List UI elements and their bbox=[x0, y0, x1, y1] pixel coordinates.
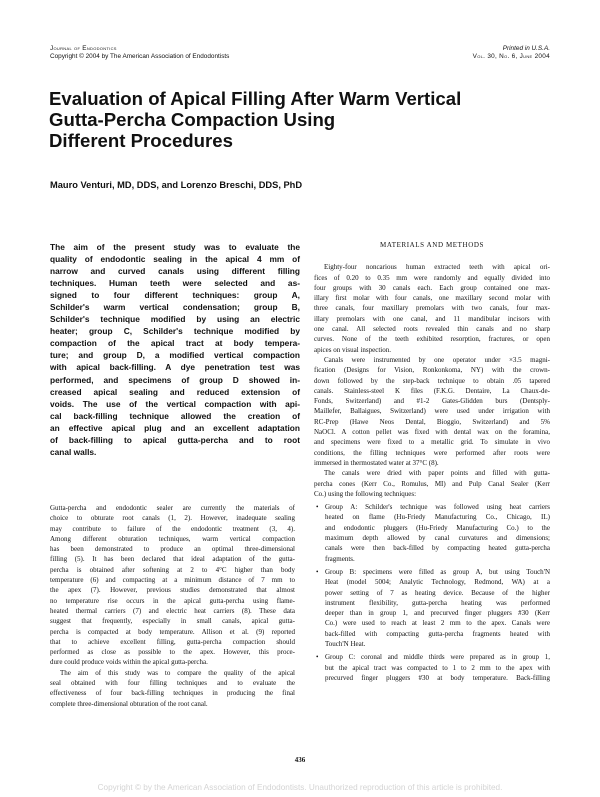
abstract-line: canal walls. bbox=[50, 446, 97, 457]
abstract-line: of back-filling to apical gutta-percha and to root bbox=[50, 434, 300, 445]
list-item-line: instrument flexibility, gutta-percha heating was performed bbox=[325, 598, 550, 607]
abstract-line: with apical back-filling. A dye penetration test was bbox=[50, 362, 300, 373]
methods-line: apices on visual inspection. bbox=[314, 345, 391, 354]
list-item-line: Touch'N Heat. bbox=[325, 639, 366, 648]
journal-name: Journal of Endodontics bbox=[50, 45, 117, 52]
abstract-line: narrow and curved canals using different filling bbox=[50, 266, 300, 277]
abstract-line: voids. The use of the vertical compaction with api- bbox=[50, 398, 300, 409]
printed-in: Printed in U.S.A. bbox=[502, 45, 550, 52]
methods-paragraph-3 bbox=[314, 468, 550, 499]
methods-line: fices of 0.20 to 0.35 mm were randomly and equally divided into bbox=[314, 273, 550, 282]
methods-line: four groups with 30 canals each. Each group contained one max- bbox=[314, 283, 550, 292]
methods-line: Co.) using the following techniques: bbox=[314, 489, 417, 498]
list-item-line: power setting of 7 as heating device. Because of the higher bbox=[325, 588, 550, 597]
intro-line: has been demonstrated to produce an optimal three-dimensional bbox=[50, 545, 295, 554]
intro-line: performed as close as possible to the apex. However, this proce- bbox=[50, 648, 295, 657]
materials-methods-section bbox=[314, 240, 550, 683]
abstract-line: Schilder's warm vertical condensation; group B, bbox=[50, 302, 300, 313]
list-item bbox=[314, 652, 550, 683]
title-line: Different Procedures bbox=[49, 130, 233, 151]
abstract-line: cal back-filling technique allowed the creation of bbox=[50, 410, 300, 421]
abstract-line: quality of endodontic sealing in the apical 4 mm of bbox=[50, 254, 300, 265]
methods-line: NaOCl. A cotton pellet was fixed with dental wax on the foramina, bbox=[314, 428, 550, 437]
list-item-line: Group B: specimens were filled as group A, but using Touch'N bbox=[325, 567, 550, 576]
list-item-line: and endodontic pluggers (Hu-Friedy Manufacturing Co.) to the bbox=[325, 523, 550, 532]
methods-line: three canals, four maxillary premolars with two canals, four max- bbox=[314, 304, 550, 313]
methods-line: and specimens were fixed to a metallic grid. To simulate in vivo bbox=[314, 438, 550, 447]
intro-line: dure could produce voids within the apical gutta-percha. bbox=[50, 658, 208, 667]
methods-line: The canals were dried with paper points and filled with gutta- bbox=[324, 469, 550, 478]
list-item-line: deeper than in group 1, and precurved finger pluggers #30 (Kerr bbox=[325, 609, 550, 618]
intro-line: filling (5). It has been declared that ideal adaptation of the gutta- bbox=[50, 555, 295, 564]
abstract bbox=[50, 241, 300, 458]
title-line: Evaluation of Apical Filling After Warm Vertical bbox=[49, 88, 462, 109]
methods-line: Maillefer, Ballaigues, Switzerland) were used under irrigation with bbox=[314, 407, 550, 416]
methods-line: Eighty-four noncarious human extracted teeth with apical ori- bbox=[324, 263, 550, 272]
abstract-line: compaction of the apical tract at body tempera- bbox=[50, 338, 300, 349]
bullet-icon: • bbox=[316, 653, 319, 662]
abstract-line: techniques. Human teeth were selected and as- bbox=[50, 278, 300, 289]
list-item-line: canals were then back-filled by compacting heated gutta-percha bbox=[325, 544, 550, 553]
intro-line: heated thermal carriers (7) and electric heat carriers (8). These data bbox=[50, 606, 295, 615]
intro-line: that to achieve excellent filling, gutta-percha compaction should bbox=[50, 637, 295, 646]
abstract-line: performed, and specimens of group D showed in- bbox=[50, 374, 300, 385]
bullet-icon: • bbox=[316, 503, 319, 512]
intro-line: choice to obturate root canals (1, 2). However, inadequate sealing bbox=[50, 514, 295, 523]
methods-line: fication (Designs for Vision, Ronkonkoma, NY) with the crown- bbox=[314, 366, 550, 375]
list-item bbox=[314, 502, 550, 564]
methods-line: illary premolars with one canal, and 11 mandibular incisors with bbox=[314, 314, 550, 323]
intro-line: percha is compacted at body temperature. Allison et al. (9) reported bbox=[50, 627, 295, 636]
intro-line: complete three-dimensional obturation of the root canal. bbox=[50, 699, 208, 708]
abstract-line: an effective apical plug and an excellent adaptation bbox=[50, 422, 300, 433]
intro-line: effectiveness of four back-filling techniques in producing the final bbox=[50, 689, 295, 698]
methods-line: one canal. All selected roots revealed thin canals and no sharp bbox=[314, 325, 550, 334]
running-header-right bbox=[473, 45, 550, 61]
abstract-line: Schilder's technique modified by using an electric bbox=[50, 314, 300, 325]
methods-line: down followed by the step-back technique to obtain .05 tapered bbox=[314, 376, 550, 385]
list-item-line: Co.) were used to reach at least 2 mm to the apex. Canals were bbox=[325, 619, 550, 628]
abstract-line: The aim of the present study was to evaluate the bbox=[50, 242, 300, 252]
intro-line: Gutta-percha and endodontic sealer are currently the materials of bbox=[50, 504, 295, 512]
bullet-icon: • bbox=[316, 567, 319, 576]
copyright-line: Copyright © 2004 by The American Association of Endodontists bbox=[50, 53, 230, 60]
methods-line: immersed in thermostated water at 37°C (8). bbox=[314, 458, 439, 467]
abstract-line: heater; group C, Schilder's technique modified by bbox=[50, 326, 300, 337]
running-header-left bbox=[50, 45, 229, 61]
list-item-line: Group A: Schilder's technique was followed using heat carriers bbox=[325, 503, 550, 512]
list-item-line: Group C: coronal and middle thirds were prepared as in group 1, bbox=[325, 653, 550, 662]
methods-line: canals. Stainless-steel K files (F.K.G. Dentaire, La Chaux-de- bbox=[314, 386, 550, 395]
list-item-line: Heat (model 5004; Analytic Technology, Redmond, WA) at a bbox=[325, 578, 550, 587]
methods-line: Fonds, Switzerland) and #1-2 Gates-Glidden burs (Dentsply- bbox=[314, 397, 550, 406]
intro-line: Among different obturation techniques, warm vertical compaction bbox=[50, 534, 295, 543]
intro-line: no temperature rise occurs in the apical gutta-percha using flame- bbox=[50, 596, 295, 605]
section-heading: MATERIALS AND METHODS bbox=[380, 241, 484, 249]
abstract-line: signed to four different techniques: group A, bbox=[50, 290, 300, 301]
intro-line: seal obtained with four filling techniques and to evaluate the bbox=[50, 679, 295, 688]
list-item-line: precurved finger pluggers #30 at body temperature. Back-filling bbox=[325, 673, 550, 682]
intro-line: percha is obtained after softening at 2 to 4°C higher than body bbox=[50, 565, 295, 574]
abstract-line: ture; and group D, a modified vertical compaction bbox=[50, 350, 300, 361]
methods-line: illary first molar with four canals, one maxillary second molar with bbox=[314, 294, 550, 303]
list-item-line: but the apical tract was compacted to 1 to 2 mm to the apex with bbox=[325, 663, 550, 672]
intro-line: The aim of this study was to compare the quality of the apical bbox=[60, 668, 295, 677]
intro-line: temperature (6) and compacting at a minimum distance of 7 mm to bbox=[50, 576, 295, 585]
list-item-line: heated on flame (Hu-Friedy Manufacturing Co., Chicago, IL) bbox=[325, 513, 550, 522]
methods-line: RC-Prep (Hawe Neos Dental, Bioggio, Switzerland) and 5% bbox=[314, 417, 550, 426]
methods-line: conditions, the filling techniques were performed after roots were bbox=[314, 448, 550, 457]
methods-line: Canals were instrumented by one operator under ×3.5 magni- bbox=[324, 355, 550, 364]
article-title bbox=[49, 88, 519, 151]
volume-issue: Vol. 30, No. 6, June 2004 bbox=[472, 53, 550, 60]
abstract-line: creased apical sealing and reduced extension of bbox=[50, 386, 300, 397]
intro-line: suggest that frequently, especially in small canals, apical gutta- bbox=[50, 617, 295, 626]
author-line: Mauro Venturi, MD, DDS, and Lorenzo Breschi, DDS, PhD bbox=[50, 180, 303, 190]
list-item bbox=[314, 567, 550, 649]
intro-line: the apex (7). However, previous studies demonstrated that almost bbox=[50, 586, 295, 595]
intro-line: may contribute to failure of the endodontic treatment (3, 4). bbox=[50, 524, 295, 533]
title-line: Gutta-Percha Compaction Using bbox=[49, 109, 336, 130]
list-item-line: fragments. bbox=[325, 554, 355, 563]
technique-list bbox=[314, 502, 550, 683]
methods-paragraph-2 bbox=[314, 355, 550, 468]
list-item-line: maximum depth allowed by canal curvatures and dimensions; bbox=[325, 534, 550, 543]
introduction bbox=[50, 503, 295, 709]
copyright-watermark: Copyright © by the American Association of Endodontists. Unauthorized reproduction of this article is prohibited. bbox=[97, 783, 503, 792]
list-item-line: back-filled with compacting gutta-percha fragments heated with bbox=[325, 629, 550, 638]
methods-line: percha cones (Kerr Co., Romulus, MI) and Pulp Canal Sealer (Kerr bbox=[314, 479, 550, 488]
methods-line: curves. None of the teeth exhibited resorption, fractures, or open bbox=[314, 335, 550, 344]
methods-paragraph-1 bbox=[314, 262, 550, 355]
page-number: 436 bbox=[294, 756, 306, 764]
